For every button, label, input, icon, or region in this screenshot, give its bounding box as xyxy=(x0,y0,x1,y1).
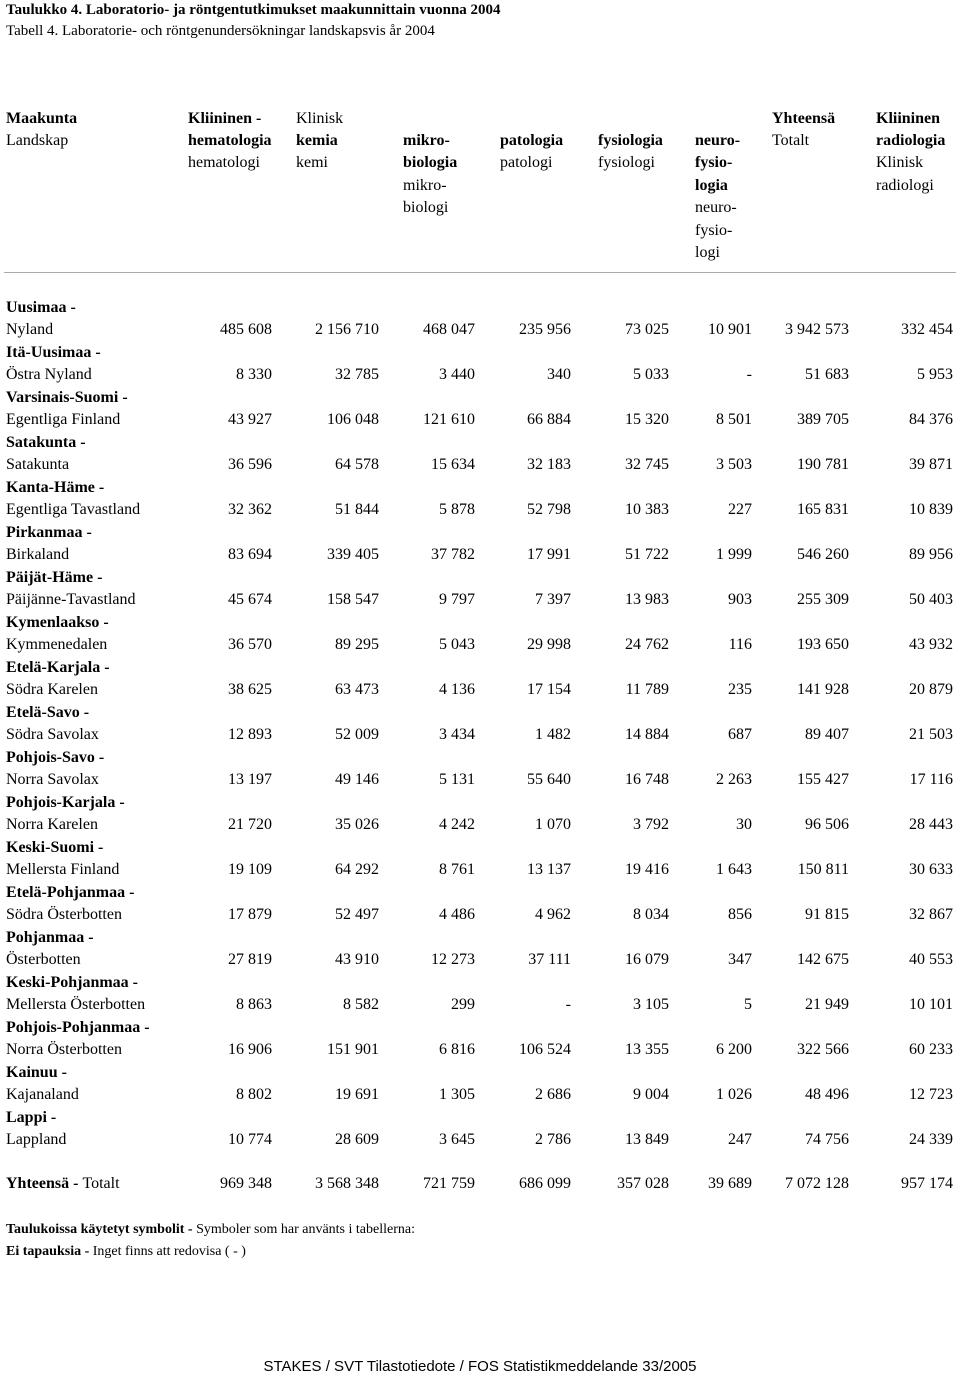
header-region-fi: Maakunta xyxy=(6,110,78,127)
cell-value: 5 953 xyxy=(917,366,953,383)
region-name-sv: Lappland xyxy=(6,1131,67,1148)
cell-value: 32 867 xyxy=(909,906,953,923)
cell-value: 52 009 xyxy=(335,726,379,743)
cell-value: 15 634 xyxy=(431,456,475,473)
cell-value: 51 844 xyxy=(335,501,379,518)
table-row xyxy=(0,657,960,702)
cell-value: 1 070 xyxy=(535,816,571,833)
total-row xyxy=(0,1173,960,1195)
header-kemia-fi: kemia xyxy=(296,132,338,149)
cell-value: 5 043 xyxy=(439,636,475,653)
cell-value: 9 004 xyxy=(633,1086,669,1103)
table-row xyxy=(0,342,960,387)
region-name-sv: Södra Karelen xyxy=(6,681,98,698)
cell-value: - xyxy=(746,366,752,383)
cell-value: 10 839 xyxy=(909,501,953,518)
cell-value: 116 xyxy=(728,636,752,653)
total-value: 686 099 xyxy=(519,1175,571,1192)
header-mikro-fi-2: biologia xyxy=(403,154,458,171)
region-name-sv: Kajanaland xyxy=(6,1086,79,1103)
cell-value: 247 xyxy=(728,1131,752,1148)
cell-value: 17 154 xyxy=(527,681,571,698)
cell-value: 29 998 xyxy=(527,636,571,653)
region-name xyxy=(6,522,92,566)
region-name-fi: Varsinais-Suomi - xyxy=(6,389,128,406)
cell-value: 12 273 xyxy=(431,951,475,968)
region-name-fi: Pohjois-Savo - xyxy=(6,749,105,766)
table-row xyxy=(0,567,960,612)
cell-value: 165 831 xyxy=(797,501,849,518)
table-row xyxy=(0,297,960,342)
cell-value: 4 962 xyxy=(535,906,571,923)
region-name-fi: Kainuu - xyxy=(6,1064,67,1081)
region-name-fi: Kanta-Häme - xyxy=(6,479,105,496)
cell-value: 7 397 xyxy=(535,591,571,608)
header-neuro-fi-3: logia xyxy=(695,177,728,194)
region-name xyxy=(6,972,145,1016)
cell-value: 235 xyxy=(728,681,752,698)
cell-value: 121 610 xyxy=(423,411,475,428)
cell-value: 63 473 xyxy=(335,681,379,698)
cell-value: 389 705 xyxy=(797,411,849,428)
cell-value: 51 683 xyxy=(805,366,849,383)
cell-value: 24 339 xyxy=(909,1131,953,1148)
cell-value: 8 330 xyxy=(236,366,272,383)
cell-value: 3 942 573 xyxy=(785,321,849,338)
cell-value: 235 956 xyxy=(519,321,571,338)
cell-value: 37 782 xyxy=(431,546,475,563)
region-name-sv: Birkaland xyxy=(6,546,70,563)
cell-value: 5 xyxy=(744,996,752,1013)
cell-value: 340 xyxy=(547,366,571,383)
header-mikro-sv-2: biologi xyxy=(403,199,449,216)
cell-value: 1 305 xyxy=(439,1086,475,1103)
header-region-sv: Landskap xyxy=(6,132,69,149)
header-pato-fi: patologia xyxy=(500,132,564,149)
cell-value: 6 200 xyxy=(716,1041,752,1058)
cell-value: 106 048 xyxy=(327,411,379,428)
cell-value: 74 756 xyxy=(805,1131,849,1148)
header-neuro-sv-2: fysio- xyxy=(695,222,733,239)
cell-value: 106 524 xyxy=(519,1041,571,1058)
cell-value: 51 722 xyxy=(625,546,669,563)
region-name xyxy=(6,1062,79,1106)
region-name-fi: Lappi - xyxy=(6,1109,57,1126)
region-name xyxy=(6,882,134,926)
region-name-sv: Mellersta Österbotten xyxy=(6,996,146,1013)
cell-value: 6 816 xyxy=(439,1041,475,1058)
total-value: 721 759 xyxy=(423,1175,475,1192)
header-mikro-sv-1: mikro- xyxy=(403,177,447,194)
region-name xyxy=(6,387,128,431)
region-name-fi: Keski-Suomi - xyxy=(6,839,104,856)
source-footer: STAKES / SVT Tilastotiedote / FOS Statistikmeddelande 33/2005 xyxy=(263,1358,697,1375)
cell-value: 3 434 xyxy=(439,726,475,743)
table-row xyxy=(0,1017,960,1062)
cell-value: 91 815 xyxy=(805,906,849,923)
header-fysio-fi: fysiologia xyxy=(598,132,663,149)
region-name-sv: Satakunta xyxy=(6,456,70,473)
cell-value: 12 893 xyxy=(228,726,272,743)
cell-value: 255 309 xyxy=(797,591,849,608)
cell-value: 5 878 xyxy=(439,501,475,518)
cell-value: 3 792 xyxy=(633,816,669,833)
region-name xyxy=(6,432,86,476)
cell-value: 30 633 xyxy=(909,861,953,878)
header-clinical-sv: Klinisk xyxy=(296,110,344,127)
cell-value: 339 405 xyxy=(327,546,379,563)
footnote-symbols xyxy=(6,1220,415,1240)
table-row xyxy=(0,927,960,972)
cell-value: 5 131 xyxy=(439,771,475,788)
cell-value: 332 454 xyxy=(901,321,953,338)
total-value: 357 028 xyxy=(617,1175,669,1192)
table-row xyxy=(0,387,960,432)
cell-value: 1 999 xyxy=(716,546,752,563)
cell-value: 151 901 xyxy=(327,1041,379,1058)
cell-value: 32 745 xyxy=(625,456,669,473)
cell-value: 4 242 xyxy=(439,816,475,833)
cell-value: 64 292 xyxy=(335,861,379,878)
cell-value: 3 503 xyxy=(716,456,752,473)
cell-value: 21 503 xyxy=(909,726,953,743)
table-row xyxy=(0,432,960,477)
cell-value: 49 146 xyxy=(335,771,379,788)
cell-value: 83 694 xyxy=(228,546,272,563)
total-value: 39 689 xyxy=(708,1175,752,1192)
cell-value: 8 761 xyxy=(439,861,475,878)
cell-value: 32 362 xyxy=(228,501,272,518)
footnote-symbols-sv: Symboler som har använts i tabellerna: xyxy=(196,1222,415,1237)
total-label-sv: Totalt xyxy=(82,1175,120,1192)
cell-value: 28 609 xyxy=(335,1131,379,1148)
region-name-fi: Etelä-Karjala - xyxy=(6,659,110,676)
cell-value: 50 403 xyxy=(909,591,953,608)
table-row xyxy=(0,522,960,567)
table-row xyxy=(0,477,960,522)
region-name-sv: Egentliga Tavastland xyxy=(6,501,141,518)
region-name xyxy=(6,1017,150,1061)
region-name xyxy=(6,792,125,836)
cell-value: 8 863 xyxy=(236,996,272,1013)
cell-value: 32 183 xyxy=(527,456,571,473)
cell-value: 89 956 xyxy=(909,546,953,563)
cell-value: 60 233 xyxy=(909,1041,953,1058)
header-clinical-fi: Kliininen - xyxy=(188,110,262,127)
header-pato-sv: patologi xyxy=(500,154,553,171)
region-name-sv: Päijänne-Tavastland xyxy=(6,591,136,608)
region-name-fi: Etelä-Pohjanmaa - xyxy=(6,884,135,901)
cell-value: - xyxy=(565,996,571,1013)
cell-value: 37 111 xyxy=(528,951,571,968)
region-name-fi: Satakunta - xyxy=(6,434,86,451)
table-row xyxy=(0,792,960,837)
cell-value: 856 xyxy=(728,906,752,923)
cell-value: 13 137 xyxy=(527,861,571,878)
table-row xyxy=(0,837,960,882)
total-value: 7 072 128 xyxy=(785,1175,849,1192)
cell-value: 158 547 xyxy=(327,591,379,608)
table-row xyxy=(0,972,960,1017)
header-total-fi: Yhteensä xyxy=(772,110,836,127)
cell-value: 347 xyxy=(728,951,752,968)
total-value: 969 348 xyxy=(220,1175,272,1192)
cell-value: 3 645 xyxy=(439,1131,475,1148)
cell-value: 227 xyxy=(728,501,752,518)
cell-value: 687 xyxy=(728,726,752,743)
header-neuro-sv-3: logi xyxy=(695,244,720,261)
cell-value: 16 906 xyxy=(228,1041,272,1058)
region-name-sv: Södra Savolax xyxy=(6,726,99,743)
cell-value: 45 674 xyxy=(228,591,272,608)
cell-value: 35 026 xyxy=(335,816,379,833)
region-name xyxy=(6,747,104,791)
cell-value: 10 383 xyxy=(625,501,669,518)
cell-value: 19 691 xyxy=(335,1086,379,1103)
cell-value: 40 553 xyxy=(909,951,953,968)
cell-value: 8 582 xyxy=(343,996,379,1013)
cell-value: 17 879 xyxy=(228,906,272,923)
cell-value: 13 355 xyxy=(625,1041,669,1058)
cell-value: 28 443 xyxy=(909,816,953,833)
cell-value: 38 625 xyxy=(228,681,272,698)
cell-value: 2 786 xyxy=(535,1131,571,1148)
cell-value: 89 407 xyxy=(805,726,849,743)
cell-value: 2 156 710 xyxy=(315,321,379,338)
header-kemia-sv: kemi xyxy=(296,154,328,171)
cell-value: 64 578 xyxy=(335,456,379,473)
region-name-sv: Östra Nyland xyxy=(6,366,92,383)
cell-value: 16 748 xyxy=(625,771,669,788)
table-row xyxy=(0,1062,960,1107)
cell-value: 36 596 xyxy=(228,456,272,473)
cell-value: 36 570 xyxy=(228,636,272,653)
region-name-fi: Etelä-Savo - xyxy=(6,704,90,721)
cell-value: 16 079 xyxy=(625,951,669,968)
cell-value: 89 295 xyxy=(335,636,379,653)
region-name-sv: Södra Österbotten xyxy=(6,906,122,923)
region-name-fi: Pohjanmaa - xyxy=(6,929,94,946)
cell-value: 322 566 xyxy=(797,1041,849,1058)
cell-value: 13 849 xyxy=(625,1131,669,1148)
cell-value: 190 781 xyxy=(797,456,849,473)
region-name xyxy=(6,927,94,971)
cell-value: 10 101 xyxy=(909,996,953,1013)
header-total-sv: Totalt xyxy=(772,132,810,149)
region-name-fi: Uusimaa - xyxy=(6,299,76,316)
cell-value: 13 197 xyxy=(228,771,272,788)
header-neuro-sv-1: neuro- xyxy=(695,199,737,216)
footnote-none xyxy=(6,1242,246,1262)
region-name-sv: Österbotten xyxy=(6,951,81,968)
cell-value: 546 260 xyxy=(797,546,849,563)
cell-value: 10 901 xyxy=(708,321,752,338)
cell-value: 11 789 xyxy=(625,681,669,698)
region-name-sv: Egentliga Finland xyxy=(6,411,121,428)
region-name xyxy=(6,1107,66,1151)
cell-value: 3 440 xyxy=(439,366,475,383)
cell-value: 17 991 xyxy=(527,546,571,563)
cell-value: 299 xyxy=(451,996,475,1013)
cell-value: 43 932 xyxy=(909,636,953,653)
region-name-sv: Nyland xyxy=(6,321,54,338)
header-mikro-fi-1: mikro- xyxy=(403,132,450,149)
cell-value: 32 785 xyxy=(335,366,379,383)
region-name-fi: Pirkanmaa - xyxy=(6,524,92,541)
cell-value: 48 496 xyxy=(805,1086,849,1103)
cell-value: 2 263 xyxy=(716,771,752,788)
cell-value: 84 376 xyxy=(909,411,953,428)
region-name xyxy=(6,477,140,521)
footnote-none-fi: Ei tapauksia - xyxy=(6,1244,93,1259)
header-divider xyxy=(4,272,956,273)
region-name-fi: Itä-Uusimaa - xyxy=(6,344,101,361)
cell-value: 96 506 xyxy=(805,816,849,833)
cell-value: 3 105 xyxy=(633,996,669,1013)
cell-value: 2 686 xyxy=(535,1086,571,1103)
region-name xyxy=(6,837,119,881)
cell-value: 66 884 xyxy=(527,411,571,428)
cell-value: 55 640 xyxy=(527,771,571,788)
table-row xyxy=(0,747,960,792)
cell-value: 10 774 xyxy=(228,1131,272,1148)
region-name-fi: Päijät-Häme - xyxy=(6,569,103,586)
cell-value: 150 811 xyxy=(797,861,849,878)
region-name xyxy=(6,702,99,746)
cell-value: 9 797 xyxy=(439,591,475,608)
cell-value: 8 501 xyxy=(716,411,752,428)
cell-value: 903 xyxy=(728,591,752,608)
table-title-fi: Taulukko 4. Laboratorio- ja röntgentutkimukset maakunnittain vuonna 2004 xyxy=(6,2,501,18)
header-radio-fi-2: radiologia xyxy=(876,132,946,149)
cell-value: 52 497 xyxy=(335,906,379,923)
total-label xyxy=(6,1173,120,1195)
cell-value: 142 675 xyxy=(797,951,849,968)
cell-value: 13 983 xyxy=(625,591,669,608)
cell-value: 24 762 xyxy=(625,636,669,653)
cell-value: 155 427 xyxy=(797,771,849,788)
header-neuro-fi-1: neuro- xyxy=(695,132,741,149)
cell-value: 1 026 xyxy=(716,1086,752,1103)
cell-value: 43 927 xyxy=(228,411,272,428)
cell-value: 30 xyxy=(736,816,752,833)
cell-value: 141 928 xyxy=(797,681,849,698)
total-label-fi: Yhteensä - xyxy=(6,1175,83,1192)
cell-value: 8 802 xyxy=(236,1086,272,1103)
cell-value: 19 109 xyxy=(228,861,272,878)
cell-value: 1 482 xyxy=(535,726,571,743)
region-name-sv: Norra Savolax xyxy=(6,771,99,788)
cell-value: 73 025 xyxy=(625,321,669,338)
table-row xyxy=(0,1107,960,1152)
table-row xyxy=(0,882,960,927)
cell-value: 1 643 xyxy=(716,861,752,878)
cell-value: 12 723 xyxy=(909,1086,953,1103)
region-name xyxy=(6,342,101,386)
region-name-sv: Norra Österbotten xyxy=(6,1041,122,1058)
cell-value: 19 416 xyxy=(625,861,669,878)
header-neuro-fi-2: fysio- xyxy=(695,154,733,171)
header-radio-sv-1: Klinisk xyxy=(876,154,924,171)
cell-value: 468 047 xyxy=(423,321,475,338)
cell-value: 485 608 xyxy=(220,321,272,338)
region-name-fi: Pohjois-Pohjanmaa - xyxy=(6,1019,150,1036)
region-name-fi: Pohjois-Karjala - xyxy=(6,794,125,811)
header-radio-sv-2: radiologi xyxy=(876,177,934,194)
header-radio-fi-1: Kliininen xyxy=(876,110,941,127)
region-name xyxy=(6,657,110,701)
region-name-sv: Kymmenedalen xyxy=(6,636,108,653)
cell-value: 15 320 xyxy=(625,411,669,428)
cell-value: 52 798 xyxy=(527,501,571,518)
cell-value: 17 116 xyxy=(909,771,953,788)
cell-value: 4 486 xyxy=(439,906,475,923)
region-name-fi: Kymenlaakso - xyxy=(6,614,109,631)
region-name xyxy=(6,297,76,341)
total-value: 3 568 348 xyxy=(315,1175,379,1192)
footnote-none-sv: Inget finns att redovisa ( - ) xyxy=(92,1244,246,1259)
region-name xyxy=(6,567,136,611)
region-name-sv: Norra Karelen xyxy=(6,816,98,833)
header-hema-sv: hematologi xyxy=(188,154,260,171)
footnote-symbols-fi: Taulukoissa käytetyt symbolit - xyxy=(6,1222,197,1237)
cell-value: 39 871 xyxy=(909,456,953,473)
cell-value: 21 949 xyxy=(805,996,849,1013)
region-name-sv: Mellersta Finland xyxy=(6,861,120,878)
region-name-fi: Keski-Pohjanmaa - xyxy=(6,974,138,991)
cell-value: 4 136 xyxy=(439,681,475,698)
cell-value: 27 819 xyxy=(228,951,272,968)
header-hema-fi: hematologia xyxy=(188,132,272,149)
table-row xyxy=(0,702,960,747)
cell-value: 8 034 xyxy=(633,906,669,923)
cell-value: 5 033 xyxy=(633,366,669,383)
region-name xyxy=(6,612,109,656)
cell-value: 43 910 xyxy=(335,951,379,968)
header-fysio-sv: fysiologi xyxy=(598,154,655,171)
total-value: 957 174 xyxy=(901,1175,953,1192)
cell-value: 21 720 xyxy=(228,816,272,833)
table-title-sv: Tabell 4. Laboratorie- och röntgenundersökningar landskapsvis år 2004 xyxy=(6,23,435,39)
cell-value: 20 879 xyxy=(909,681,953,698)
table-row xyxy=(0,612,960,657)
cell-value: 193 650 xyxy=(797,636,849,653)
cell-value: 14 884 xyxy=(625,726,669,743)
